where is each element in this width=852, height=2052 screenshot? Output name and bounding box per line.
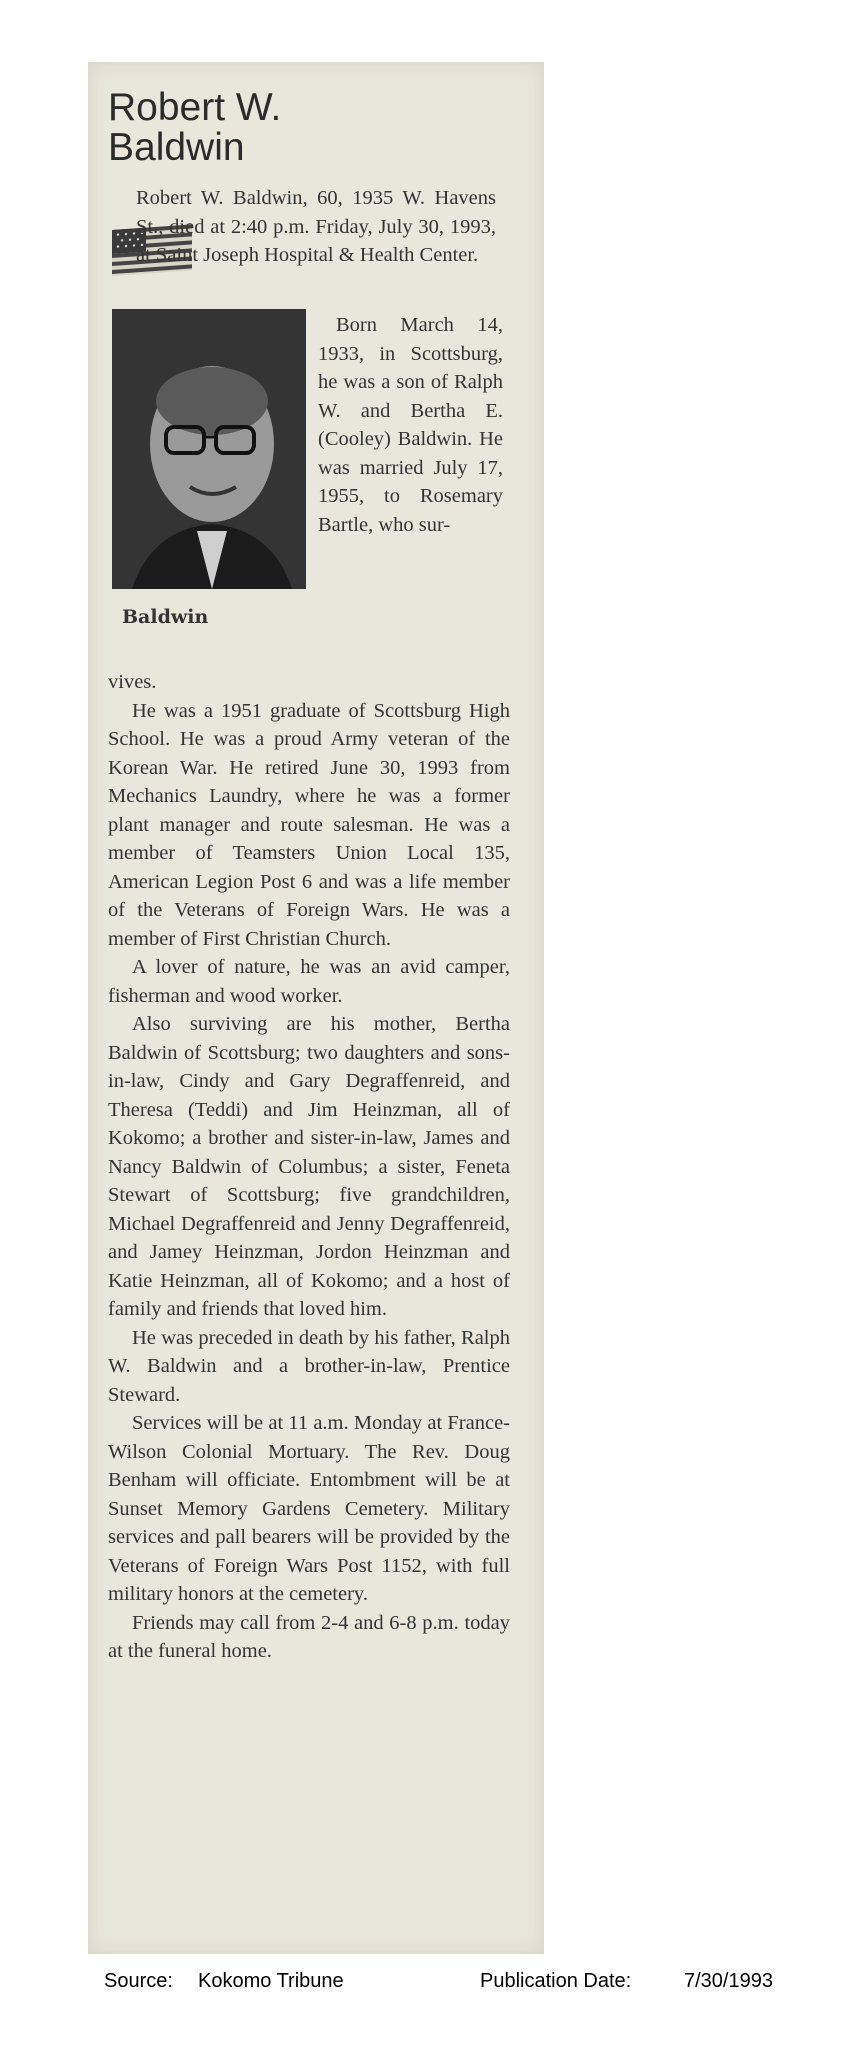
continued-text: vives. bbox=[108, 671, 157, 693]
portrait-photo bbox=[112, 309, 306, 589]
visitation-paragraph: Friends may call from 2-4 and 6-8 p.m. today at the funeral home. bbox=[108, 1611, 510, 1662]
preceded-paragraph: He was preceded in death by his father, Ralph W. Baldwin and a brother-in-law, Prentice Steward. bbox=[108, 1326, 510, 1406]
birth-paragraph: Born March 14, 1933, in Scottsburg, he was a son of Ralph W. and Bertha E. (Cooley) Baldwin. He was married July 17, 1955, to Rosemary Bartle, who sur- bbox=[318, 314, 503, 536]
headline-line-1: Robert W. bbox=[108, 86, 282, 129]
source-label: Source: bbox=[104, 1970, 173, 1992]
survivors-paragraph: Also surviving are his mother, Bertha Baldwin of Scottsburg; two daughters and sons-in-law, Cindy and Gary Degraffenreid, and Theresa (Teddi) and Jim Heinzman, all of Kokomo; a brother and sister-in-law, James and Nancy Baldwin of Columbus; a sister, Feneta Stewart of Scottsburg; five grandchildren, Michael Degraffenreid and Jenny Degraffenreid, and Jamey Heinzman, Jordon Heinzman and Katie Heinzman, all of Kokomo; and a host of family and friends that loved him. bbox=[108, 1013, 510, 1320]
obituary-headline bbox=[108, 88, 528, 168]
headline-line-2: Baldwin bbox=[108, 126, 245, 169]
obituary-intro bbox=[136, 184, 496, 270]
photo-caption: Baldwin bbox=[122, 606, 209, 628]
career-paragraph: He was a 1951 graduate of Scottsburg High School. He was a proud Army veteran of the Korean War. He retired June 30, 1993 from Mechanics Laundry, where he was a former plant manager and route salesman. He was a member of Teamsters Union Local 135, American Legion Post 6 and was a life member of the Veterans of Foreign Wars. He was a member of First Christian Church. bbox=[108, 699, 510, 950]
obituary-main-column bbox=[108, 668, 510, 1666]
obituary-narrow-column bbox=[318, 311, 503, 539]
publication-date-label: Publication Date: bbox=[480, 1970, 632, 1992]
hobbies-paragraph: A lover of nature, he was an avid camper, fisherman and wood worker. bbox=[108, 956, 510, 1007]
services-paragraph: Services will be at 11 a.m. Monday at France-Wilson Colonial Mortuary. The Rev. Doug Benham will officiate. Entombment will be at Sunset Memory Gardens Cemetery. Military services and pall bearers will be provided by the Veterans of Foreign Wars Post 1152, with full military honors at the cemetery. bbox=[108, 1412, 510, 1605]
publication-date-value: 7/30/1993 bbox=[684, 1970, 773, 1992]
intro-paragraph: Robert W. Baldwin, 60, 1935 W. Havens St., died at 2:40 p.m. Friday, July 30, 1993, at Saint Joseph Hospital & Health Center. bbox=[136, 187, 496, 266]
source-value: Kokomo Tribune bbox=[198, 1970, 344, 1992]
